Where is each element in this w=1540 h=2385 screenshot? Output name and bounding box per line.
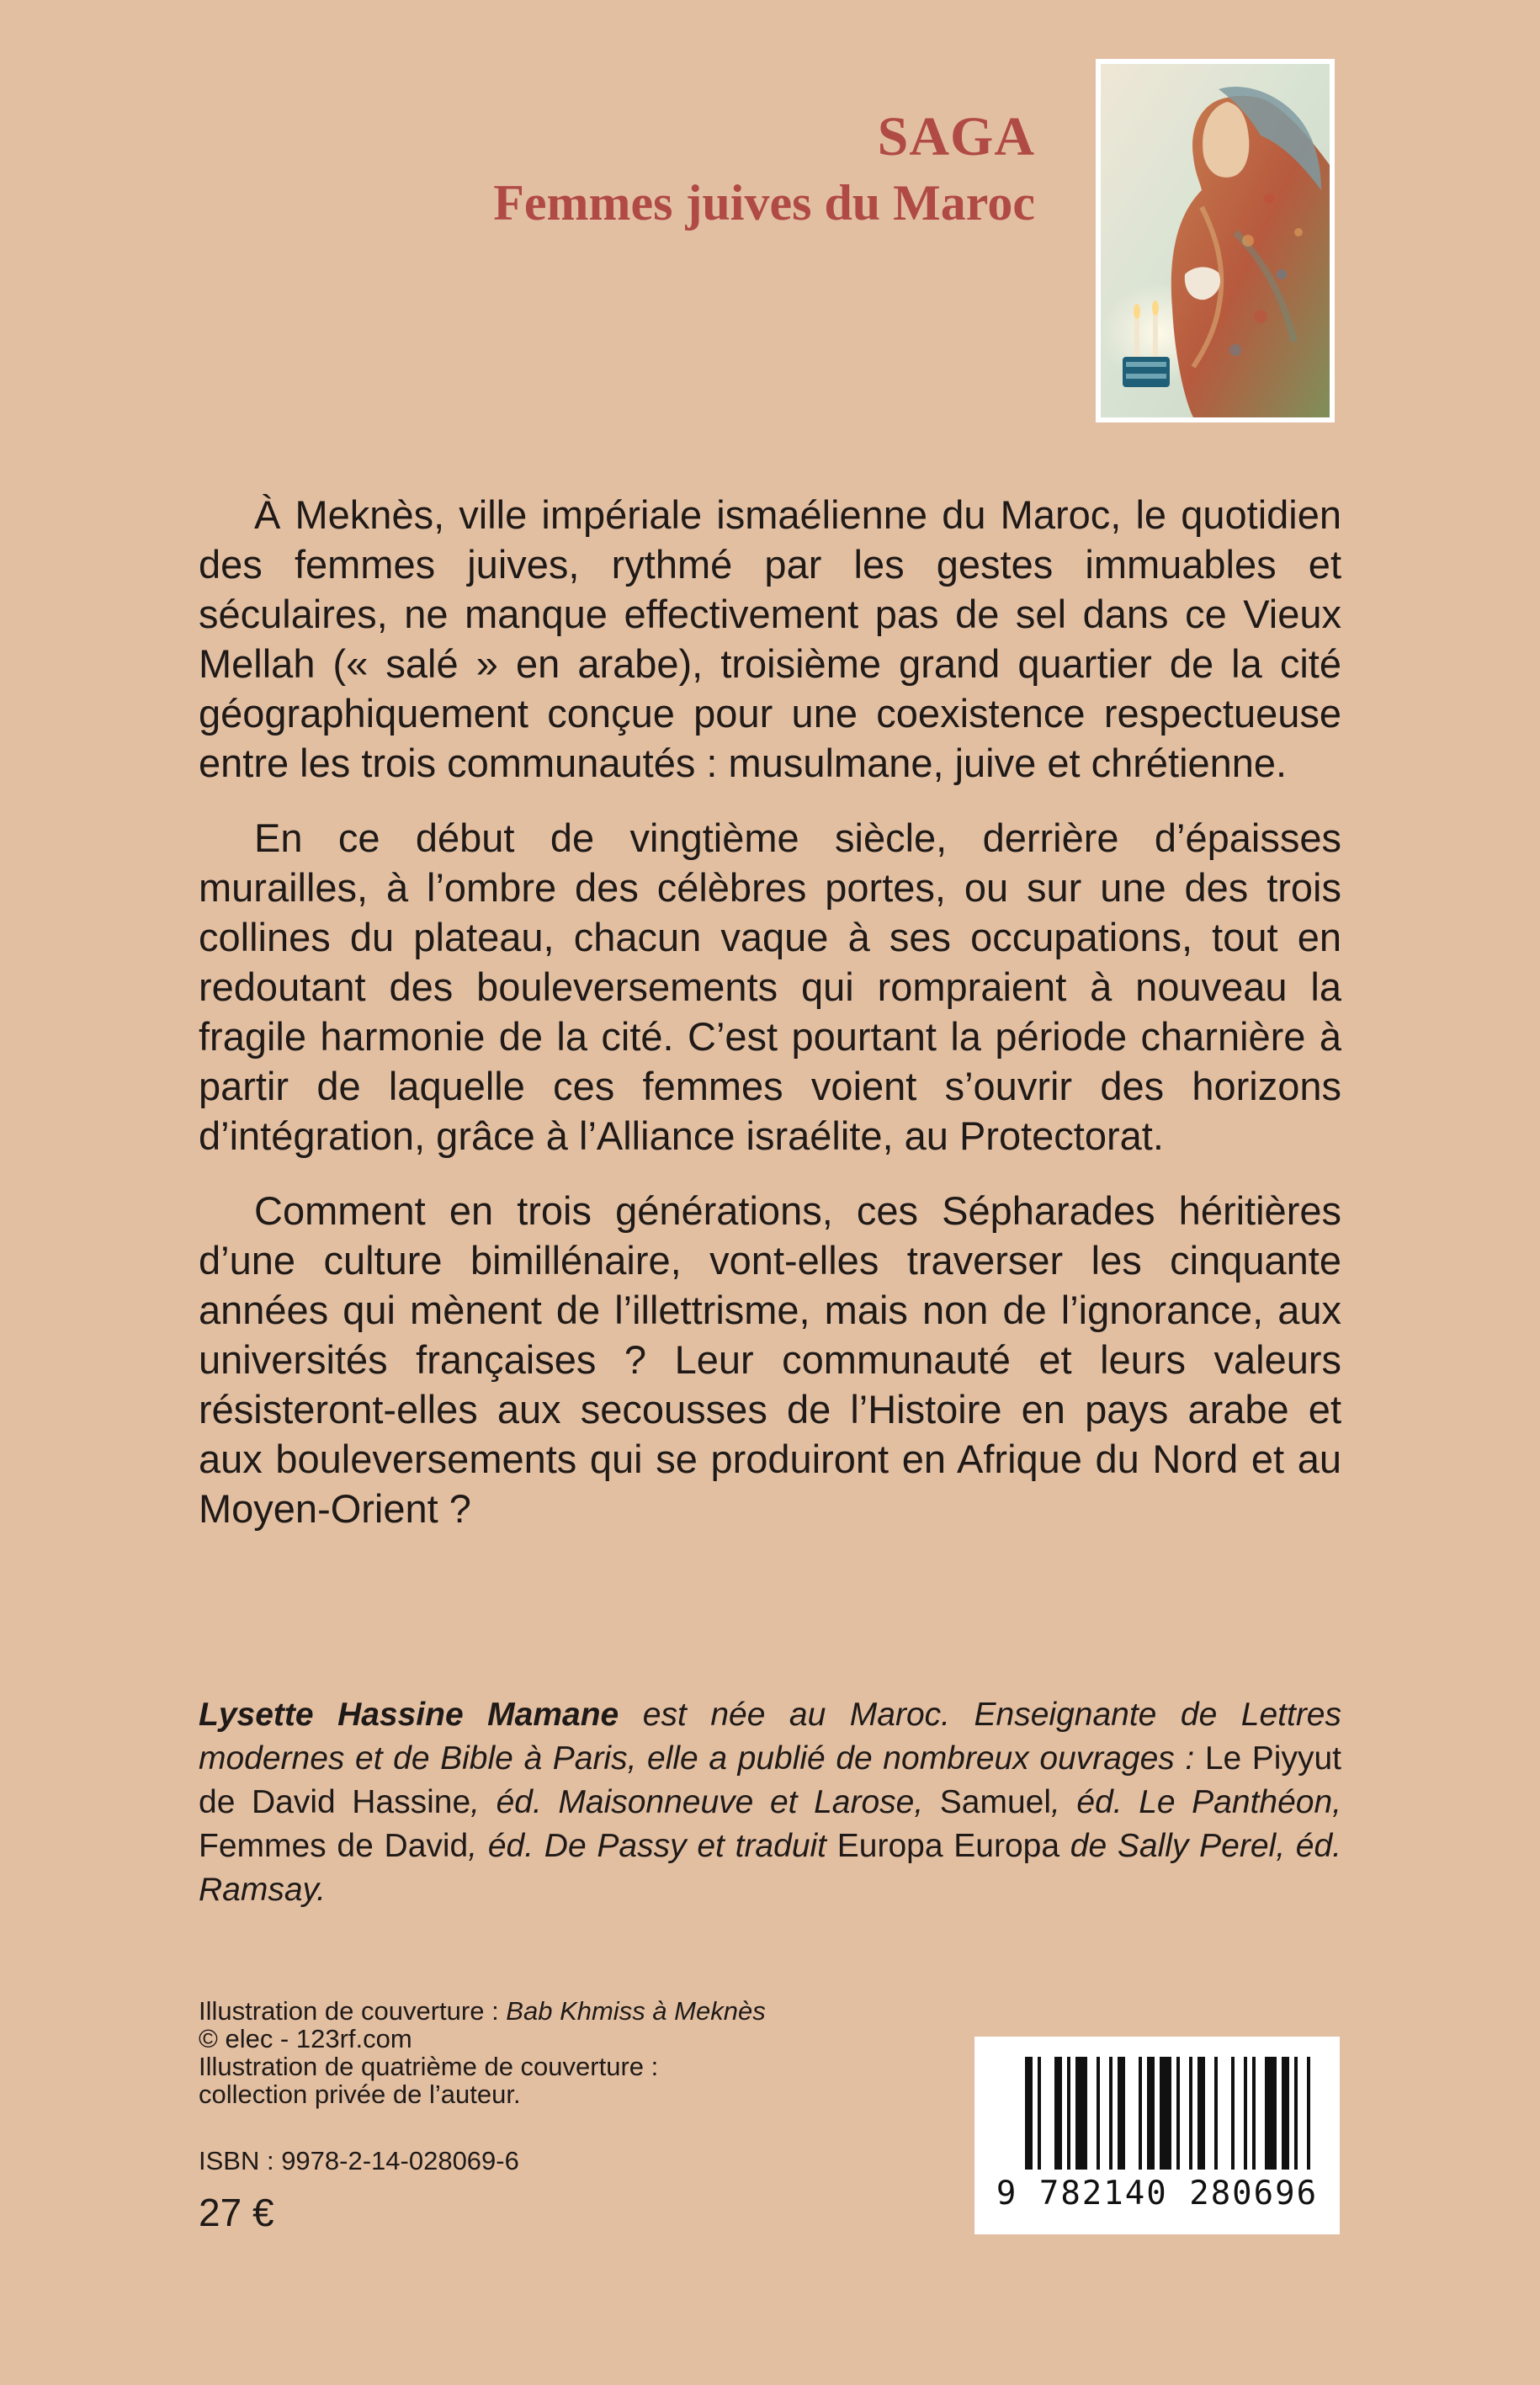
bio-text: de Sally Perel, éd. Ramsay. <box>199 1828 1341 1908</box>
bio-text: , éd. De Passy et traduit <box>468 1828 837 1864</box>
barcode-digits: 9 782140 280696 <box>996 2175 1319 2212</box>
barcode-panel <box>974 2037 1340 2234</box>
series-title: SAGA <box>877 106 1035 167</box>
author-bio <box>199 1693 1341 1912</box>
back-illustration-label: Illustration de quatrième de couverture : <box>199 2052 659 2081</box>
bio-text: est née au Maroc. Enseignante de Lettres modernes et de Bible à Paris, elle a publié de nombreux ouvrages : <box>199 1697 1342 1777</box>
copyright-line: © elec - 123rf.com <box>199 2024 412 2053</box>
credit-label: Illustration de couverture : <box>199 1996 507 2026</box>
price: 27 € <box>199 2191 274 2234</box>
work-title: Femmes de David <box>199 1828 469 1864</box>
book-title-block <box>493 106 1035 231</box>
bio-text: , éd. Le Panthéon, <box>1050 1784 1341 1820</box>
cover-painting <box>1096 59 1335 422</box>
illustration-credits <box>199 1997 922 2108</box>
ean13-barcode-icon <box>974 2037 1340 2180</box>
bio-text: , éd. Maisonneuve et Larose, <box>470 1784 940 1820</box>
summary-paragraph: Comment en trois générations, ces Sépharades héritières d’une culture bimillénaire, vont-elles traverser les cinquante années qui mènent de l’illettrisme, mais non de l’ignorance, aux universités françaises ? Leur communauté et leurs valeurs résisteront-elles aux secousses de l’Histoire en pays arabe et aux bouleversements qui se produiront en Afrique du Nord et au Moyen-Orient ? <box>199 1188 1341 1531</box>
work-title: Le Piyyut de David Hassine <box>199 1740 1341 1820</box>
isbn: ISBN : 9978-2-14-028069-6 <box>199 2146 519 2175</box>
back-cover-summary <box>199 490 1341 1559</box>
summary-paragraph: En ce début de vingtième siècle, derrière d’épaisses murailles, à l’ombre des célèbres portes, ou sur une des trois collines du plateau, chacun vaque à ses occupations, tout en redoutant des bouleversements qui rompraient à nouveau la fragile harmonie de la cité. C’est pourtant la période charnière à partir de laquelle ces femmes voient s’ouvrir des horizons d’intégration, grâce à l’Alliance israélite, au Protectorat. <box>199 815 1341 1158</box>
back-illustration-credit: collection privée de l’auteur. <box>199 2080 521 2109</box>
summary-paragraph: À Meknès, ville impériale ismaélienne du Maroc, le quotidien des femmes juives, rythmé par les gestes immuables et séculaires, ne manque effectivement pas de sel dans ce Vieux Mellah (« salé » en arabe), troisième grand quartier de la cité géographiquement conçue pour une coexistence respectueuse entre les trois communautés : musulmane, juive et chrétienne. <box>199 492 1341 785</box>
work-title: Samuel <box>939 1784 1051 1820</box>
book-subtitle: Femmes juives du Maroc <box>493 175 1035 231</box>
woman-lighting-candles-painting-icon <box>1101 64 1330 417</box>
cover-illustration-credit <box>199 1997 922 2025</box>
author-name: Lysette Hassine Mamane <box>199 1697 619 1733</box>
work-title: Europa Europa <box>836 1828 1060 1864</box>
cover-illustration-title: Bab Khmiss à Meknès <box>506 1996 766 2026</box>
